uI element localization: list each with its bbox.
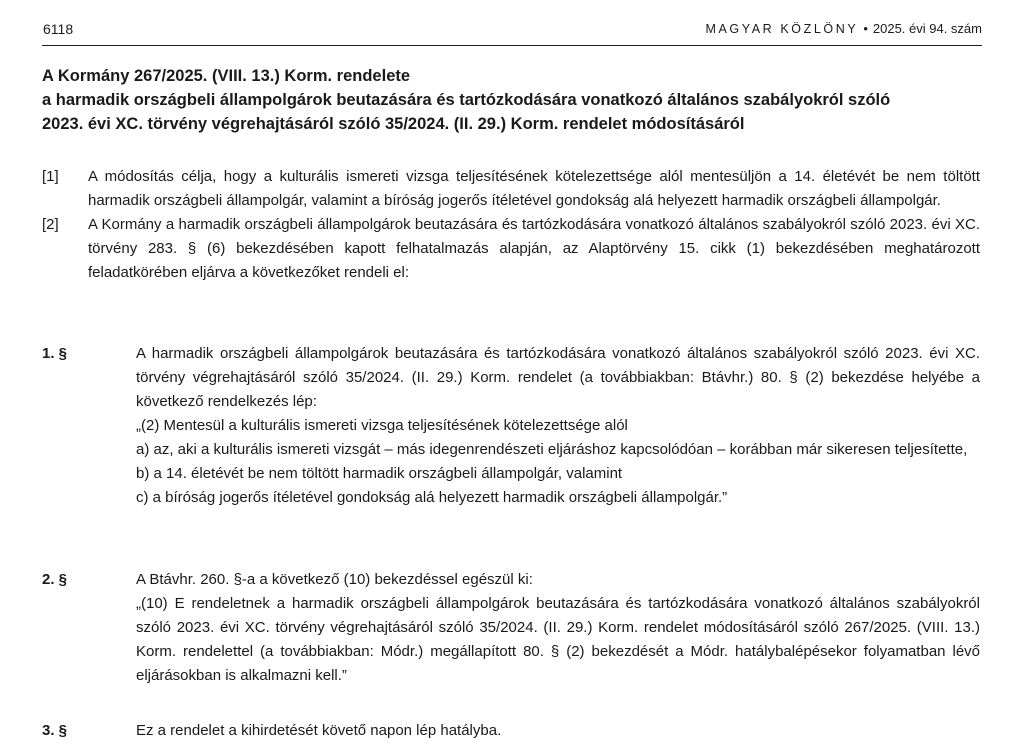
preamble-text: A módosítás célja, hogy a kulturális ismereti vizsga teljesítésének kötelezettsége alól mentesüljön a 14. életévét be nem töltött harmadik országbeli állampolgár, valamint a bíróság jogerős ítéletével gondokság alá helyezett harmadik országbeli állampolgár. <box>88 168 980 209</box>
section-paragraph: A Btávhr. 260. §-a a következő (10) bekezdéssel egészül ki: <box>136 571 533 588</box>
section-label: 3. § <box>42 722 68 739</box>
section-paragraph: a) az, aki a kulturális ismereti vizsgát – más idegenrendészeti eljáráshoz kapcsolódóan – korábban már sikeresen teljesítette, <box>136 441 968 458</box>
title-line-3: 2023. évi XC. törvény végrehajtásáról szóló 35/2024. (II. 29.) Korm. rendelet módosításáról <box>42 115 745 133</box>
title-line-1: A Kormány 267/2025. (VIII. 13.) Korm. rendelete <box>42 67 411 85</box>
section-body <box>136 568 980 688</box>
preamble-item-1 <box>42 165 980 213</box>
journal-name: MAGYAR KÖZLÖNY <box>705 22 859 36</box>
section-1 <box>42 342 980 510</box>
preamble-number: [2] <box>42 216 59 233</box>
header-separator: • <box>863 21 868 36</box>
section-paragraph: b) a 14. életévét be nem töltött harmadik országbeli állampolgár, valamint <box>136 465 623 482</box>
section-paragraph: „(2) Mentesül a kulturális ismereti vizsga teljesítésének kötelezettsége alól <box>136 417 628 434</box>
section-body <box>136 342 980 510</box>
section-label: 1. § <box>42 345 68 362</box>
title-line-2: a harmadik országbeli állampolgárok beutazására és tartózkodására vonatkozó általános szabályokról szóló <box>42 91 891 109</box>
header-rule <box>42 45 982 46</box>
issue-number: 2025. évi 94. szám <box>872 21 982 36</box>
preamble-text: A Kormány a harmadik országbeli állampolgárok beutazására és tartózkodására vonatkozó általános szabályokról szóló 2023. évi XC. törvény 283. § (6) bekezdésében kapott felhatalmazás alapján, az Alaptörvény 15. cikk (1) bekezdésében meghatározott feladatkörében eljárva a következőket rendeli el: <box>88 216 980 281</box>
section-label: 2. § <box>42 571 68 588</box>
preamble <box>42 165 980 285</box>
running-head <box>705 21 982 36</box>
page-number: 6118 <box>43 21 74 37</box>
section-2 <box>42 568 980 688</box>
section-3 <box>42 719 980 743</box>
section-paragraph: Ez a rendelet a kihirdetését követő napon lép hatályba. <box>136 722 502 739</box>
preamble-number: [1] <box>42 168 59 185</box>
section-paragraph: A harmadik országbeli állampolgárok beutazására és tartózkodására vonatkozó általános szabályokról szóló 2023. évi XC. törvény végrehajtásáról szóló 35/2024. (II. 29.) Korm. rendelet (a továbbiakban: Btávhr.) 80. § (2) bekezdése helyébe a következő rendelkezés lép: <box>136 345 980 410</box>
section-body <box>136 719 980 743</box>
section-paragraph: c) a bíróság jogerős ítéletével gondokság alá helyezett harmadik országbeli állampolgár.” <box>136 489 728 506</box>
section-paragraph: „(10) E rendeletnek a harmadik országbeli állampolgárok beutazására és tartózkodására vonatkozó általános szabályokról szóló 2023. évi XC. törvény végrehajtásáról szóló 35/2024. (II. 29.) Korm. rendelet módosításáról szóló 267/2025. (VIII. 13.) Korm. rendelettel (a továbbiakban: Módr.) megállapított 80. § (2) bekezdését a Módr. hatálybalépésekor folyamatban lévő eljárásokban is alkalmazni kell.” <box>136 595 980 684</box>
preamble-item-2 <box>42 213 980 285</box>
decree-title <box>42 64 987 136</box>
